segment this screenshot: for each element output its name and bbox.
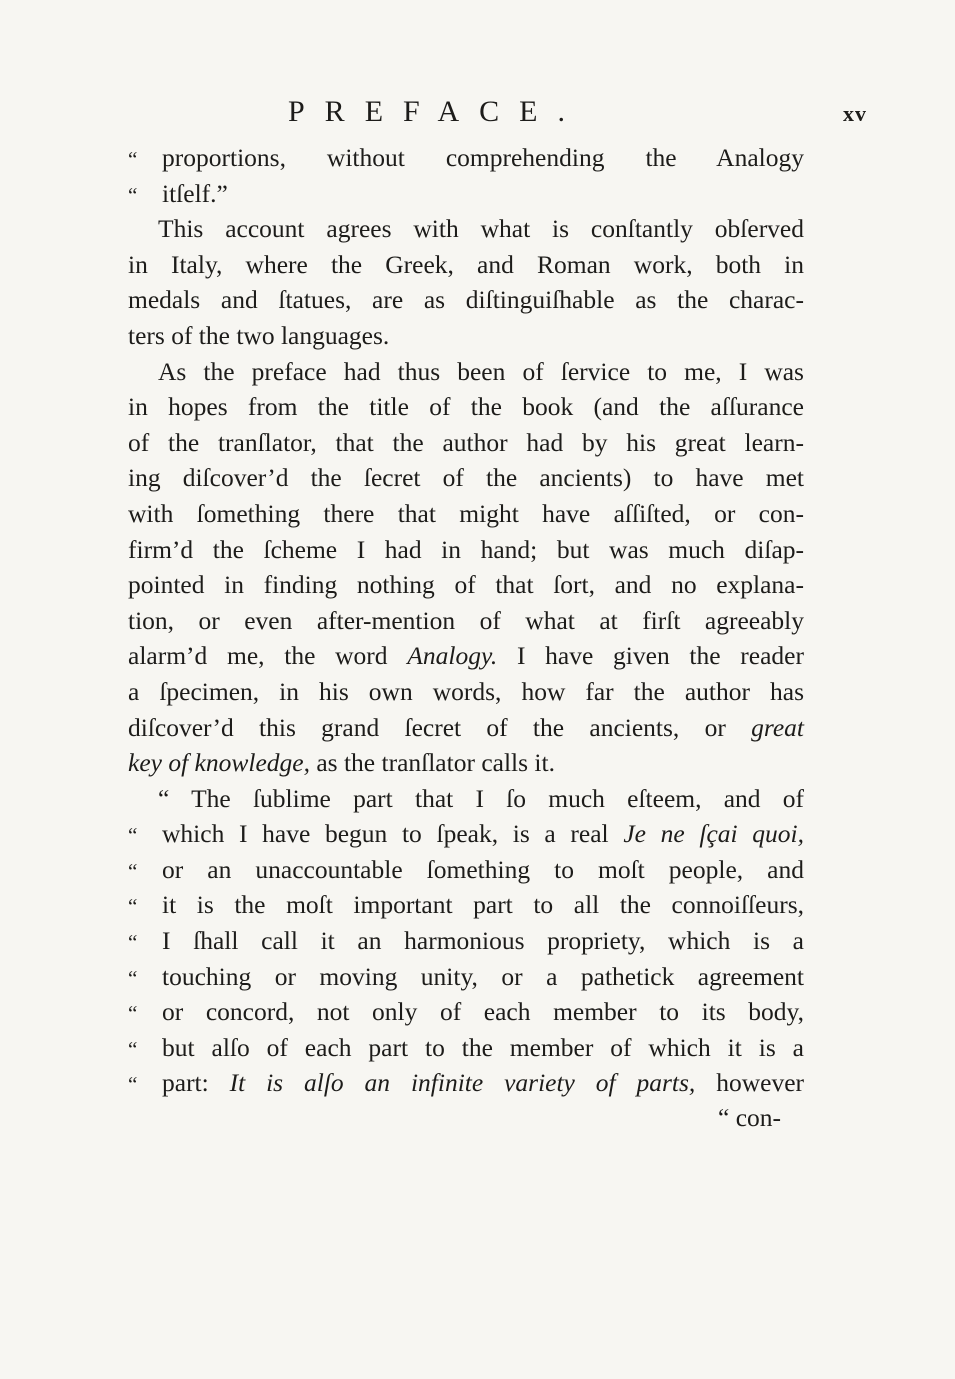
page-number: xv (843, 101, 867, 126)
text-line (128, 1065, 804, 1101)
text-line (128, 638, 804, 674)
line-text: as the tranſlator calls it. (309, 748, 555, 778)
text-line (128, 318, 804, 354)
running-title: PREFACE. (288, 95, 585, 128)
text-line (128, 781, 804, 817)
line-text: or concord, not only of each member to its body, (162, 997, 804, 1027)
line-text: alarm’d me, the word (128, 641, 408, 671)
quote-mark: “ (128, 1001, 138, 1026)
text-line (128, 959, 804, 995)
text-line (128, 176, 804, 212)
text-line (128, 710, 804, 746)
quote-mark: “ (128, 147, 138, 171)
italic-text: It is alſo an infinite variety of parts, (229, 1068, 696, 1098)
line-text: tion, or even after-mention of what at firſt agreeably (128, 605, 804, 635)
line-text: with ſomething there that might have aſſiſted, or con- (128, 498, 804, 528)
line-text: which I have begun to ſpeak, is a real (162, 819, 624, 849)
line-text: in hopes from the title of the book (and the aſſurance (128, 392, 804, 422)
quote-mark: “ (128, 858, 138, 883)
text-line (128, 674, 804, 710)
catchword: “ con- (718, 1103, 782, 1132)
text-line (128, 282, 804, 318)
line-text: touching or moving unity, or a pathetick agreement (162, 961, 804, 991)
line-text: diſcover’d this grand ſecret of the ancients, or (128, 712, 752, 742)
text-line (128, 887, 804, 923)
line-text: This account agrees with what is conſtantly obſerved (158, 214, 804, 244)
line-text: medals and ſtatues, are as diſtinguiſhable as the charac- (128, 285, 804, 315)
text-line (128, 852, 804, 888)
text-line (128, 816, 804, 852)
line-text: firm’d the ſcheme I had in hand; but was much diſap- (128, 534, 804, 564)
line-text: or an unaccountable ſomething to moſt people, and (162, 854, 804, 884)
text-line (128, 923, 804, 959)
text-line (128, 1030, 804, 1066)
text-line (128, 211, 804, 247)
text-line (128, 603, 804, 639)
line-text: it is the moſt important part to all the connoiſſeurs, (162, 890, 804, 920)
italic-text: Je ne ſçai quoi, (623, 819, 805, 849)
text-line (128, 354, 804, 390)
line-text: of the tranſlator, that the author had by his great learn- (128, 427, 804, 457)
line-text: but alſo of each part to the member of which it is a (162, 1032, 804, 1062)
line-text: pointed in finding nothing of that ſort, and no explana- (128, 570, 804, 600)
text-line (128, 567, 804, 603)
quote-mark: “ (128, 1072, 138, 1097)
italic-text: key of knowledge, (128, 748, 310, 778)
text-line (128, 745, 804, 781)
text-line (128, 460, 804, 496)
quote-mark: “ (128, 1036, 138, 1061)
line-text: I ſhall call it an harmonious propriety, which is a (162, 926, 804, 956)
quote-mark: “ (128, 930, 138, 955)
line-text: ters of the two languages. (128, 320, 390, 350)
quote-mark: “ (128, 965, 138, 990)
italic-text: great (751, 712, 804, 742)
line-text: ing diſcover’d the ſecret of the ancients) to have met (128, 463, 804, 493)
quote-mark: “ (128, 894, 138, 919)
line-text: in Italy, where the Greek, and Roman work, both in (128, 249, 804, 279)
text-line (128, 247, 804, 283)
quote-mark: “ (128, 823, 138, 848)
text-line (128, 994, 804, 1030)
line-text: proportions, without comprehending the Analogy (162, 143, 804, 172)
line-text: “ The ſublime part that I ſo much eſteem, and of (158, 783, 804, 813)
line-text: I have given the reader (497, 641, 804, 671)
text-line (128, 532, 804, 568)
text-line (128, 425, 804, 461)
line-text: itſelf.” (162, 178, 228, 208)
italic-text: Analogy. (407, 641, 498, 671)
line-text: As the preface had thus been of ſervice to me, I was (158, 356, 804, 386)
text-line (128, 496, 804, 532)
line-text: however (695, 1068, 804, 1098)
text-line (128, 389, 804, 425)
line-text: a ſpecimen, in his own words, how far the author has (128, 676, 804, 706)
body-text (128, 140, 804, 1101)
quote-mark: “ (128, 182, 138, 207)
line-text: part: (162, 1068, 230, 1098)
running-head (0, 92, 955, 132)
text-line (128, 140, 804, 176)
